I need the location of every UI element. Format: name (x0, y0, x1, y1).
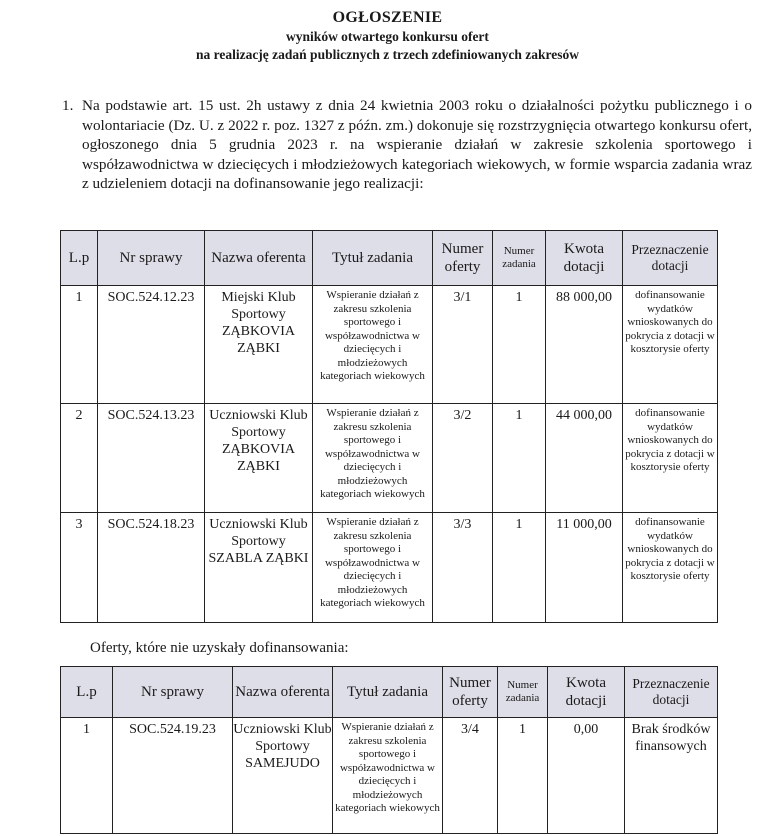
cell-numer-zadania: 1 (493, 513, 546, 623)
document-subtitle-2: na realizację zadań publicznych z trzech zdefiniowanych zakresów (195, 47, 580, 62)
cell-numer-zadania: 1 (493, 404, 546, 513)
header-nazwa-oferenta: Nazwa oferenta (205, 231, 313, 286)
cell-lp: 2 (61, 404, 98, 513)
unfunded-heading: Oferty, które nie uzyskały dofinansowania: (90, 640, 349, 656)
cell-lp: 1 (61, 286, 98, 404)
table-row (61, 404, 718, 513)
funded-offers-table (60, 230, 718, 623)
cell-tytul-zadania: Wspieranie działań z zakresu szkolenia sportowego i współzawodnictwa w dziecięcych i młodzieżowych kategoriach wiekowych (313, 286, 433, 404)
cell-nazwa-oferenta: Uczniowski Klub Sportowy SZABLA ZĄBKI (205, 513, 313, 623)
cell-przeznaczenie-dotacji: dofinansowanie wydatków wnioskowanych do pokrycia z dotacji w kosztorysie oferty (623, 513, 718, 623)
header-kwota-dotacji: Kwota dotacji (548, 667, 625, 718)
document-title: OGŁOSZENIE (332, 9, 443, 26)
cell-kwota-dotacji: 44 000,00 (546, 404, 623, 513)
header-przeznaczenie-dotacji: Przeznaczenie dotacji (625, 667, 718, 718)
announcement-paragraph (62, 96, 752, 194)
table-header-row (61, 667, 718, 718)
cell-nr-sprawy: SOC.524.19.23 (113, 718, 233, 834)
cell-numer-zadania: 1 (493, 286, 546, 404)
header-tytul-zadania: Tytuł zadania (333, 667, 443, 718)
cell-numer-oferty: 3/1 (433, 286, 493, 404)
header-nr-sprawy: Nr sprawy (113, 667, 233, 718)
table-row (61, 513, 718, 623)
header-nazwa-oferenta: Nazwa oferenta (233, 667, 333, 718)
cell-numer-oferty: 3/4 (443, 718, 498, 834)
table-header-row (61, 231, 718, 286)
table-row (61, 286, 718, 404)
cell-nazwa-oferenta: Miejski Klub Sportowy ZĄBKOVIA ZĄBKI (205, 286, 313, 404)
cell-numer-oferty: 3/2 (433, 404, 493, 513)
header-numer-oferty: Numer oferty (433, 231, 493, 286)
cell-nr-sprawy: SOC.524.12.23 (98, 286, 205, 404)
cell-tytul-zadania: Wspieranie działań z zakresu szkolenia sportowego i współzawodnictwa w dziecięcych i młodzieżowych kategoriach wiekowych (333, 718, 443, 834)
cell-kwota-dotacji: 0,00 (548, 718, 625, 834)
cell-nazwa-oferenta: Uczniowski Klub Sportowy SAMEJUDO (233, 718, 333, 834)
cell-przeznaczenie-dotacji: dofinansowanie wydatków wnioskowanych do pokrycia z dotacji w kosztorysie oferty (623, 286, 718, 404)
document-subtitle-1: wyników otwartego konkursu ofert (286, 29, 489, 44)
cell-tytul-zadania: Wspieranie działań z zakresu szkolenia sportowego i współzawodnictwa w dziecięcych i młodzieżowych kategoriach wiekowych (313, 404, 433, 513)
paragraph-number: 1. (62, 97, 74, 114)
cell-nr-sprawy: SOC.524.13.23 (98, 404, 205, 513)
document-heading (0, 8, 775, 64)
cell-lp: 3 (61, 513, 98, 623)
cell-przeznaczenie-dotacji: dofinansowanie wydatków wnioskowanych do pokrycia z dotacji w kosztorysie oferty (623, 404, 718, 513)
header-numer-oferty: Numer oferty (443, 667, 498, 718)
cell-lp: 1 (61, 718, 113, 834)
cell-kwota-dotacji: 11 000,00 (546, 513, 623, 623)
header-lp: L.p (61, 231, 98, 286)
cell-nazwa-oferenta: Uczniowski Klub Sportowy ZĄBKOVIA ZĄBKI (205, 404, 313, 513)
cell-numer-oferty: 3/3 (433, 513, 493, 623)
header-numer-zadania: Numer zadania (493, 231, 546, 286)
header-lp: L.p (61, 667, 113, 718)
header-kwota-dotacji: Kwota dotacji (546, 231, 623, 286)
paragraph-text: Na podstawie art. 15 ust. 2h ustawy z dnia 24 kwietnia 2003 roku o działalności pożytku publicznego i o wolontariacie (Dz. U. z 2022 r. poz. 1327 z późn. zm.) dokonuje się rozstrzygnięcia otwartego konkursu ofert, ogłoszonego dnia 5 grudnia 2023 r. na wspieranie działań w zakresie szkolenia sportowego i współzawodnictwa w dziecięcych i młodzieżowych kategoriach wiekowych, w formie wsparcia zadania wraz z udzieleniem dotacji na dofinansowanie jego realizacji: (82, 97, 752, 192)
unfunded-offers-table (60, 666, 718, 834)
cell-numer-zadania: 1 (498, 718, 548, 834)
table-row (61, 718, 718, 834)
header-numer-zadania: Numer zadania (498, 667, 548, 718)
cell-nr-sprawy: SOC.524.18.23 (98, 513, 205, 623)
cell-kwota-dotacji: 88 000,00 (546, 286, 623, 404)
cell-przeznaczenie-dotacji: Brak środków finansowych (625, 718, 718, 834)
header-tytul-zadania: Tytuł zadania (313, 231, 433, 286)
cell-tytul-zadania: Wspieranie działań z zakresu szkolenia sportowego i współzawodnictwa w dziecięcych i młodzieżowych kategoriach wiekowych (313, 513, 433, 623)
header-przeznaczenie-dotacji: Przeznaczenie dotacji (623, 231, 718, 286)
header-nr-sprawy: Nr sprawy (98, 231, 205, 286)
